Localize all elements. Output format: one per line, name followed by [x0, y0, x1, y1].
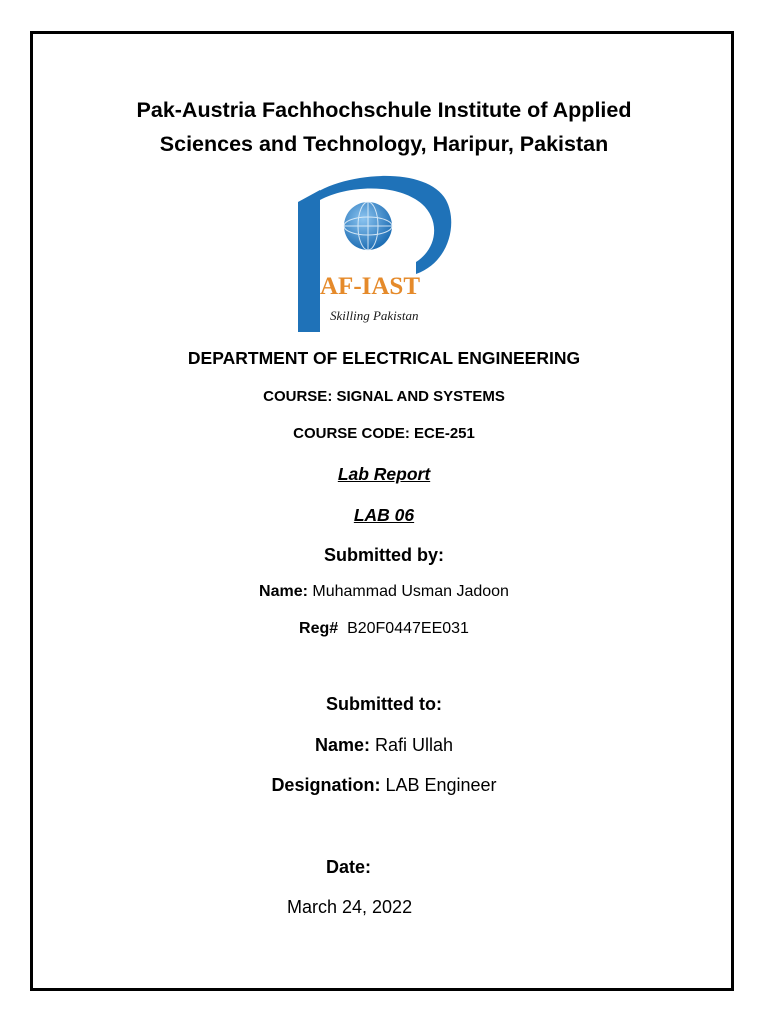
student-name-line	[0, 583, 768, 601]
reg-line	[0, 620, 768, 638]
course-name: COURSE: SIGNAL AND SYSTEMS	[263, 388, 505, 405]
reg-label: Reg#	[299, 620, 339, 637]
institution-line-1: Pak-Austria Fachhochschule Institute of Applied	[136, 98, 632, 122]
instructor-name-value: Rafi Ullah	[375, 735, 454, 755]
reg-value: B20F0447EE031	[347, 620, 469, 637]
instructor-name-line	[0, 735, 768, 756]
lab-number: LAB 06	[353, 505, 415, 525]
logo-text: AF-IAST	[320, 273, 421, 300]
course-code: COURSE CODE: ECE-251	[293, 425, 475, 442]
department-title: DEPARTMENT OF ELECTRICAL ENGINEERING	[187, 348, 581, 368]
institution-line-2: Sciences and Technology, Haripur, Pakistan	[159, 132, 609, 156]
logo-tagline: Skilling Pakistan	[330, 308, 419, 323]
instructor-name-label: Name:	[314, 735, 370, 755]
student-name-label: Name:	[259, 583, 308, 600]
submitted-by-heading: Submitted by:	[324, 545, 444, 565]
paf-iast-logo	[276, 170, 456, 341]
student-name-value: Muhammad Usman Jadoon	[312, 583, 509, 600]
designation-line	[0, 775, 768, 796]
designation-label: Designation:	[271, 775, 381, 795]
date-value: March 24, 2022	[287, 897, 413, 917]
date-label: Date:	[326, 857, 372, 877]
report-type: Lab Report	[337, 464, 431, 484]
designation-value: LAB Engineer	[385, 775, 497, 795]
submitted-to-heading: Submitted to:	[326, 694, 442, 714]
